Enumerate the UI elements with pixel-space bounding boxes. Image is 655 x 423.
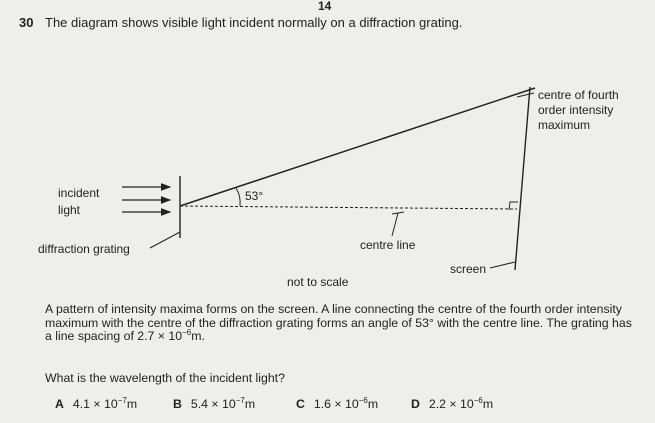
option-exponent: −7 [235, 396, 245, 405]
paragraph-part1: A pattern of intensity maxima forms on the screen. A line connecting the centre of the fourth order intensity maximum with the centre of the diffraction grating forms an angle of [45, 302, 622, 330]
option-mantissa: 4.1 × 10 [72, 397, 118, 411]
label-maximum-line1: centre of fourth [538, 88, 619, 102]
paragraph-spacing-mantissa: 2.7 × 10 [137, 329, 183, 343]
label-maximum-line3: maximum [538, 118, 591, 132]
option-a[interactable] [55, 397, 137, 411]
question-prompt: What is the wavelength of the incident light? [45, 371, 285, 385]
label-maximum-line2: order intensity [538, 103, 614, 117]
label-screen: screen [450, 262, 487, 276]
option-unit: m [244, 397, 256, 411]
option-d[interactable] [411, 397, 493, 411]
option-letter: B [173, 397, 182, 411]
centre-line [180, 206, 517, 209]
option-unit: m [126, 397, 138, 411]
option-exponent: −6 [358, 396, 368, 405]
option-mantissa: 5.4 × 10 [190, 397, 236, 411]
label-incident: incident [58, 186, 100, 200]
paragraph-angle: 53° [415, 315, 434, 330]
question-number: 30 [19, 15, 34, 30]
question-paragraph [45, 303, 635, 344]
diffracted-ray [180, 88, 535, 206]
label-angle: 53° [245, 189, 264, 203]
page-number: 14 [318, 0, 332, 13]
screen-label-pointer [490, 262, 515, 268]
option-mantissa: 1.6 × 10 [313, 397, 359, 411]
centre-line-pointer [392, 213, 398, 236]
label-light: light [58, 203, 81, 217]
label-maximum [538, 88, 619, 133]
option-exponent: −7 [117, 396, 127, 405]
screen-line [515, 87, 530, 270]
option-b[interactable] [173, 397, 255, 411]
option-exponent: −6 [473, 396, 483, 405]
option-mantissa: 2.2 × 10 [428, 397, 474, 411]
paragraph-part2: with the centre line. The grating has a line spacing of [45, 315, 632, 343]
option-letter: D [411, 397, 420, 411]
grating-label-pointer [150, 232, 180, 248]
label-centre-line: centre line [360, 238, 416, 252]
question-stem: The diagram shows visible light incident normally on a diffraction grating. [45, 15, 463, 30]
option-letter: A [55, 397, 64, 411]
label-diffraction-grating: diffraction grating [38, 242, 130, 256]
label-not-to-scale: not to scale [287, 275, 349, 289]
option-letter: C [296, 397, 305, 411]
option-unit: m [367, 397, 379, 411]
option-unit: m [482, 397, 494, 411]
paragraph-spacing-unit: m. [191, 329, 205, 343]
angle-arc [236, 188, 240, 206]
option-c[interactable] [296, 397, 378, 411]
paragraph-spacing-exponent: −6 [182, 328, 192, 337]
